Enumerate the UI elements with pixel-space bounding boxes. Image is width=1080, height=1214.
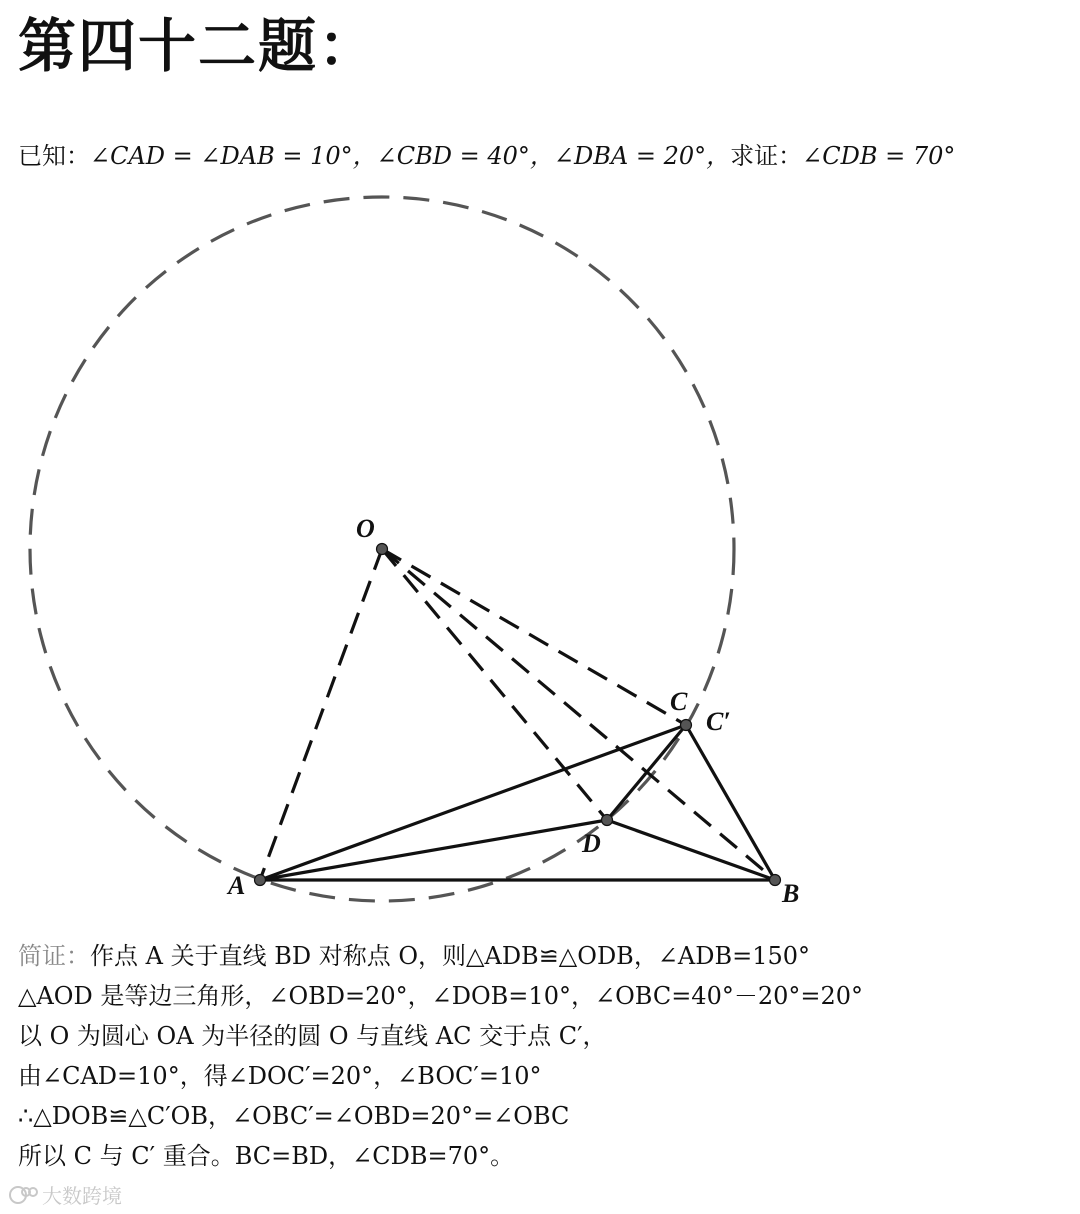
point-b bbox=[770, 875, 781, 886]
watermark bbox=[8, 1180, 122, 1209]
proof-line bbox=[18, 1096, 1068, 1136]
proof-line bbox=[18, 1136, 1068, 1176]
proof-line bbox=[18, 936, 1068, 976]
problem-title: 第四十二题： bbox=[18, 12, 379, 80]
proof-text: 由∠CAD=10°，得∠DOC′=20°，∠BOC′=10° bbox=[18, 1062, 542, 1090]
segment-ad bbox=[260, 820, 607, 880]
prove-label: 求证： bbox=[730, 142, 803, 170]
proof-text: △AOD 是等边三角形，∠OBD=20°，∠DOB=10°，∠OBC=40°－20°=20° bbox=[18, 982, 864, 1010]
prove-statement: ∠CDB = 70° bbox=[802, 142, 956, 170]
proof-line bbox=[18, 1016, 1068, 1056]
point-o bbox=[377, 544, 388, 555]
label-d: D bbox=[582, 829, 601, 858]
proof-block bbox=[18, 936, 1068, 1176]
watermark-logo-icon bbox=[8, 1184, 38, 1206]
label-b: B bbox=[782, 879, 800, 908]
watermark-text: 大数跨境 bbox=[42, 1184, 122, 1208]
point-c bbox=[681, 720, 692, 731]
segment-bd bbox=[607, 820, 775, 880]
proof-text: 所以 C 与 C′ 重合。BC=BD，∠CDB=70°。 bbox=[18, 1142, 515, 1170]
segment-oc bbox=[382, 549, 686, 725]
proof-text: 以 O 为圆心 OA 为半径的圆 O 与直线 AC 交于点 C′， bbox=[18, 1022, 607, 1050]
proof-text: 作点 A 关于直线 BD 对称点 O，则△ADB≌△ODB，∠ADB=150° bbox=[90, 942, 811, 970]
segment-oa bbox=[260, 549, 382, 880]
given-conditions: ∠CAD = ∠DAB = 10°，∠CBD = 40°，∠DBA = 20°， bbox=[90, 142, 731, 170]
proof-text: ∴△DOB≌△C′OB，∠OBC′=∠OBD=20°=∠OBC bbox=[18, 1102, 570, 1130]
given-prefix: 已知： bbox=[18, 142, 90, 170]
label-c-prime: C′ bbox=[706, 707, 731, 736]
label-a: A bbox=[228, 871, 246, 900]
label-c: C bbox=[670, 687, 688, 716]
proof-lead: 简证： bbox=[18, 942, 90, 970]
label-o: O bbox=[356, 514, 375, 543]
proof-line bbox=[18, 976, 1068, 1016]
segment-bc bbox=[686, 725, 775, 880]
proof-line bbox=[18, 1056, 1068, 1096]
segment-od bbox=[382, 549, 607, 820]
point-d bbox=[602, 815, 613, 826]
point-a bbox=[255, 875, 266, 886]
